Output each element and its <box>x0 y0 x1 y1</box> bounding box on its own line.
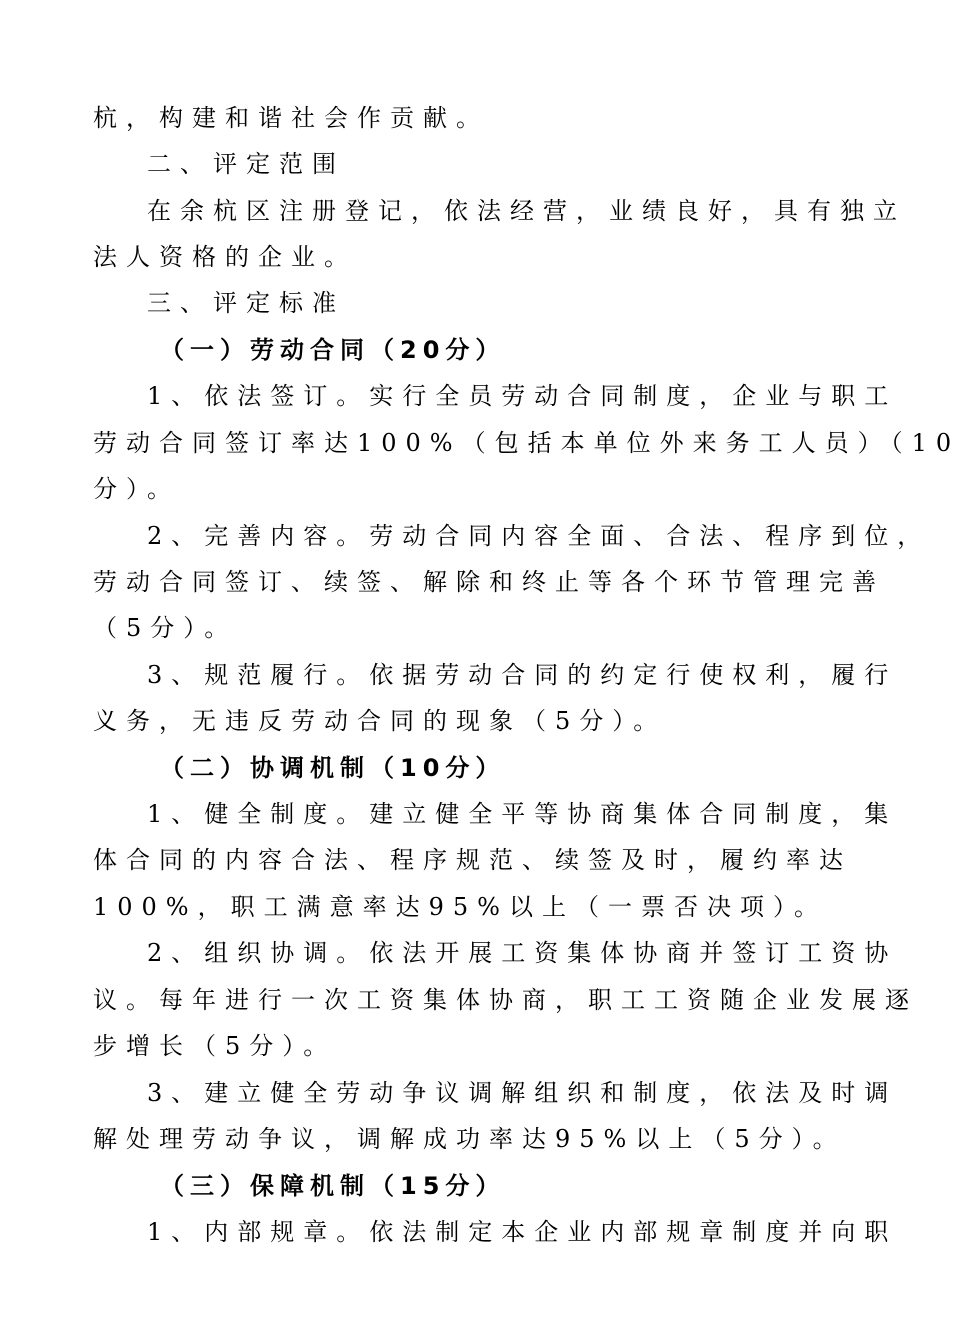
list-item-line: 2、组织协调。依法开展工资集体协商并签订工资协 <box>147 939 898 967</box>
list-item-line: 1、健全制度。建立健全平等协商集体合同制度，集 <box>147 800 898 828</box>
paragraph-line: 体合同的内容合法、程序规范、续签及时，履约率达 <box>93 846 852 874</box>
paragraph-line: 议。每年进行一次工资集体协商，职工工资随企业发展逐 <box>93 986 918 1014</box>
paragraph-line: 步增长（5分）。 <box>93 1032 337 1060</box>
list-item-line: 1、内部规章。依法制定本企业内部规章制度并向职 <box>147 1218 898 1246</box>
list-item-line: 1、依法签订。实行全员劳动合同制度，企业与职工 <box>147 382 898 410</box>
section-title-scope: 二、评定范围 <box>147 150 345 178</box>
list-item-line: 3、建立健全劳动争议调解组织和制度，依法及时调 <box>147 1079 898 1107</box>
paragraph-line: 劳动合同签订、续签、解除和终止等各个环节管理完善 <box>93 568 885 596</box>
list-item-line: 2、完善内容。劳动合同内容全面、合法、程序到位， <box>147 522 931 550</box>
paragraph-line: 分）。 <box>93 475 180 503</box>
section-title-standards: 三、评定标准 <box>147 289 345 317</box>
paragraph-line: （5分）。 <box>93 614 238 642</box>
paragraph-line: 解处理劳动争议，调解成功率达95%以上（5分）。 <box>93 1125 846 1153</box>
paragraph-line: 在余杭区注册登记，依法经营，业绩良好，具有独立 <box>147 197 906 225</box>
subsection-heading-labor-contract: （一）劳动合同（20分） <box>160 336 506 364</box>
paragraph-line: 劳动合同签订率达100%（包括本单位外来务工人员）（10 <box>93 429 960 457</box>
paragraph-line: 法人资格的企业。 <box>93 243 357 271</box>
subsection-heading-guarantee: （三）保障机制（15分） <box>160 1172 506 1200</box>
paragraph-line: 杭，构建和谐社会作贡献。 <box>93 104 489 132</box>
paragraph-line: 义务，无违反劳动合同的现象（5分）。 <box>93 707 667 735</box>
paragraph-line: 100%，职工满意率达95%以上（一票否决项）。 <box>93 893 827 921</box>
list-item-line: 3、规范履行。依据劳动合同的约定行使权利，履行 <box>147 661 898 689</box>
subsection-heading-coordination: （二）协调机制（10分） <box>160 754 506 782</box>
